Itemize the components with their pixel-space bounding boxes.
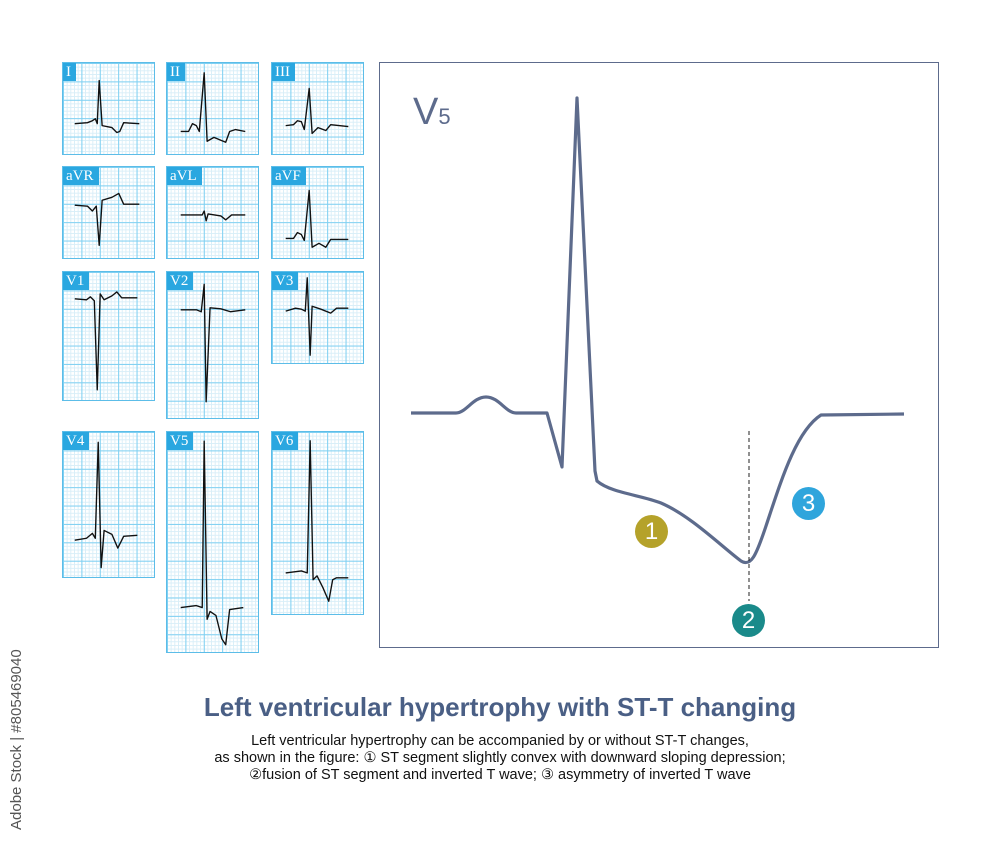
stock-watermark: Adobe Stock | #805469040 [8, 649, 25, 830]
caption-line-2: as shown in the figure: ① ST segment slightly convex with downward sloping depression; [214, 750, 786, 766]
lead-label: III [272, 63, 295, 81]
marker-2: 2 [732, 604, 765, 637]
ecg-lead-I [62, 62, 155, 155]
caption-line-1: Left ventricular hypertrophy can be accompanied by or without ST-T changes, [251, 733, 749, 749]
ecg-lead-II [166, 62, 259, 155]
ecg-lead-V5 [166, 431, 259, 653]
ecg-lead-V6 [271, 431, 364, 615]
ecg-lead-aVL [166, 166, 259, 259]
ecg-lead-V1 [62, 271, 155, 401]
lead-label: aVL [167, 167, 202, 185]
lead-label: I [63, 63, 76, 81]
lead-label: V5 [167, 432, 193, 450]
ecg-lead-aVF [271, 166, 364, 259]
v5-enlarged-panel [379, 62, 939, 648]
lead-label: V6 [272, 432, 298, 450]
lead-label: V1 [63, 272, 89, 290]
lead-label: aVR [63, 167, 99, 185]
v5-waveform [411, 98, 904, 563]
ecg-lead-V4 [62, 431, 155, 578]
lead-label: V3 [272, 272, 298, 290]
figure-title: Left ventricular hypertrophy with ST-T changing [203, 692, 797, 722]
lead-label: aVF [272, 167, 306, 185]
ecg-lead-V3 [271, 271, 364, 364]
caption-line-3: ②fusion of ST segment and inverted T wave; ③ asymmetry of inverted T wave [249, 767, 751, 783]
lead-label: V2 [167, 272, 193, 290]
lead-label: V4 [63, 432, 89, 450]
marker-3: 3 [792, 487, 825, 520]
ecg-lead-III [271, 62, 364, 155]
lead-subscript: 5 [438, 104, 451, 129]
ecg-lead-aVR [62, 166, 155, 259]
ecg-lead-V2 [166, 271, 259, 419]
marker-1: 1 [635, 515, 668, 548]
lead-letter: V [413, 91, 439, 133]
lead-label: II [167, 63, 185, 81]
